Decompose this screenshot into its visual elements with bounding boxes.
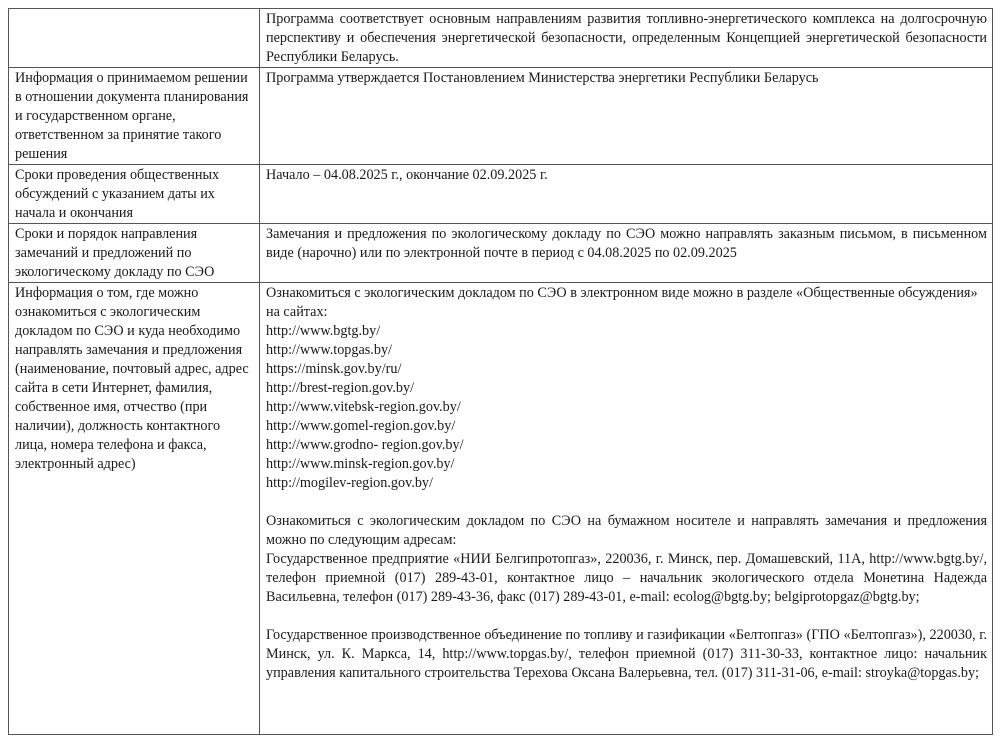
website-link[interactable]: http://www.topgas.by/ xyxy=(266,342,392,358)
row-label-cell xyxy=(9,9,260,68)
table-row xyxy=(9,9,993,68)
table-row xyxy=(9,68,993,165)
table-row xyxy=(9,283,993,735)
discussion-dates-label: Сроки проведения общественных обсуждений с указанием даты их начала и окончания xyxy=(9,165,260,224)
website-link[interactable]: http://www.bgtg.by/ xyxy=(266,323,381,339)
decision-info-value: Программа утверждается Постановлением Министерства энергетики Республики Беларусь xyxy=(260,68,993,165)
contact-beltopgaz: Государственное производственное объединение по топливу и газификации «Белтопгаз» (ГПО «Белтопгаз»), 220030, г. Минск, ул. К. Маркса, 14, http://www.topgas.by/, телефон приемной (017) 311-30-33, контактное лицо: начальник управления капитального строительства Терехова Оксана Валерьевна, тел. (017) 311-31-06, e-mail: stroyka@topgas.by; xyxy=(266,627,987,681)
website-link[interactable]: http://mogilev-region.gov.by/ xyxy=(266,475,433,491)
discussion-dates-value: Начало – 04.08.2025 г., окончание 02.09.2025 г. xyxy=(260,165,993,224)
website-link[interactable]: http://www.gomel-region.gov.by/ xyxy=(266,418,456,434)
table-row xyxy=(9,224,993,283)
comments-procedure-label: Сроки и порядок направления замечаний и предложений по экологическому докладу по СЭО xyxy=(9,224,260,283)
contact-belgiprotopgaz: Государственное предприятие «НИИ Белгипротопгаз», 220036, г. Минск, пер. Домашевский, 11А, http://www.bgtg.by/, телефон приемной (017) 289-43-01, контактное лицо – начальник экологического отдела Монетина Надежда Васильевна, телефон (017) 289-43-36, факс (017) 289-43-01, e-mail: ecolog@bgtg.by; belgiprotopgaz@bgtg.by; xyxy=(266,551,987,605)
website-link[interactable]: http://www.minsk-region.gov.by/ xyxy=(266,456,455,472)
website-link[interactable]: http://www.vitebsk-region.gov.by/ xyxy=(266,399,461,415)
electronic-review-intro: Ознакомиться с экологическим докладом по СЭО в электронном виде можно в разделе «Общественные обсуждения» на сайтах: xyxy=(266,285,978,320)
website-link[interactable]: http://brest-region.gov.by/ xyxy=(266,380,415,396)
paper-review-intro: Ознакомиться с экологическим докладом по СЭО на бумажном носителе и направлять замечания и предложения можно по следующим адресам: xyxy=(266,513,987,548)
website-link[interactable]: https://minsk.gov.by/ru/ xyxy=(266,361,402,377)
website-link[interactable]: http://www.grodno- region.gov.by/ xyxy=(266,437,464,453)
program-compliance-value: Программа соответствует основным направлениям развития топливно-энергетического комплекса на долгосрочную перспективу и обеспечения энергетической безопасности, определенным Концепцией энергетической безопасности Республики Беларусь. xyxy=(260,9,993,68)
table-row xyxy=(9,165,993,224)
spacer xyxy=(266,607,987,626)
website-list xyxy=(266,322,987,493)
spacer xyxy=(266,493,987,512)
where-to-review-label: Информация о том, где можно ознакомиться с экологическим докладом по СЭО и куда необходимо направлять замечания и предложения (наименование, почтовый адрес, адрес сайта в сети Интернет, фамилия, собственное имя, отчество (при наличии), должность контактного лица, номера телефона и факса, электронный адрес) xyxy=(9,283,260,735)
comments-procedure-value: Замечания и предложения по экологическому докладу по СЭО можно направлять заказным письмом, в письменном виде (нарочно) или по электронной почте в период с 04.08.2025 по 02.09.2025 xyxy=(260,224,993,283)
decision-info-label: Информация о принимаемом решении в отношении документа планирования и государственном органе, ответственном за принятие такого решения xyxy=(9,68,260,165)
info-table xyxy=(8,8,993,735)
where-to-review-value xyxy=(260,283,993,735)
